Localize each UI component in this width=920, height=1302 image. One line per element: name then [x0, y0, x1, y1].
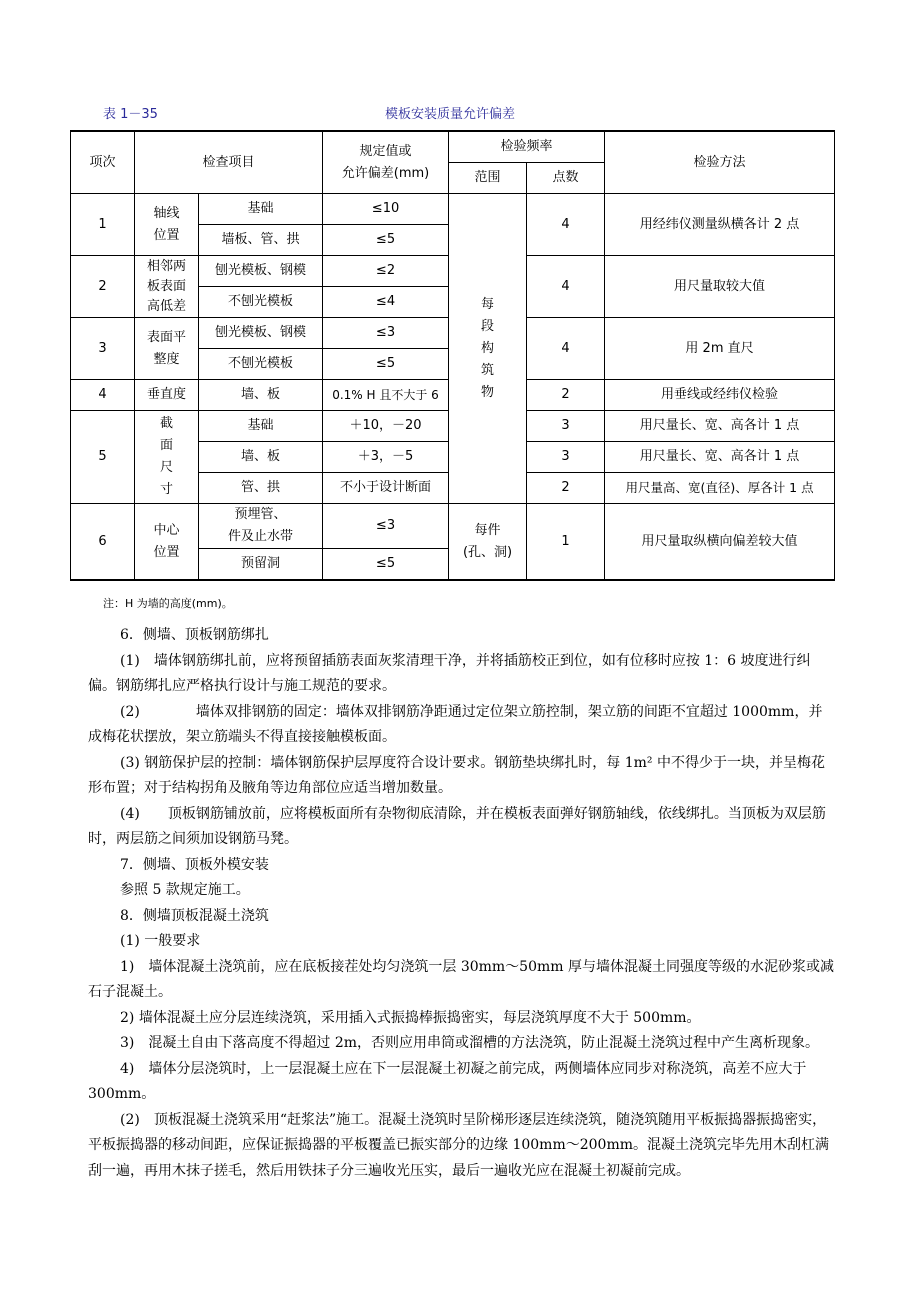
row-pts: 4 [527, 194, 605, 256]
row-no: 1 [71, 194, 135, 256]
row-sub: 墙、板 [199, 380, 323, 411]
paragraph: 6．侧墙、顶板钢筋绑扎 [120, 627, 269, 643]
row-group [135, 194, 199, 256]
row-pts: 2 [527, 380, 605, 411]
paragraph: 参照 5 款规定施工。 [120, 882, 250, 898]
paragraph: 4) 墙体分层浇筑时，上一层混凝土应在下一层混凝土初凝之前完成，两侧墙体应同步对称浇筑，高差不应大于 300mm。 [88, 1060, 807, 1102]
header-method: 检验方法 [605, 131, 835, 194]
row-method: 用尺量高、宽(直径)、厚各计 1 点 [605, 473, 835, 504]
group-line: 轴线 [153, 205, 180, 221]
row-sub: 预留洞 [199, 549, 323, 581]
header-tolerance-line1: 规定值或 [359, 143, 412, 159]
row-sub [199, 504, 323, 549]
group-line: 相邻两 [146, 258, 186, 274]
row-range [449, 504, 527, 581]
row-method: 用尺量取纵横向偏差较大值 [605, 504, 835, 581]
paragraph: 8．侧墙顶板混凝土浇筑 [120, 907, 269, 924]
row-tol: 0.1% H 且不大于 6 [323, 380, 449, 411]
row-method: 用 2m 直尺 [605, 318, 835, 380]
row-sub: 不刨光模板 [199, 287, 323, 318]
header-range: 范围 [449, 163, 527, 194]
row-sub: 刨光模板、钢模 [199, 318, 323, 349]
row-sub: 基础 [199, 411, 323, 442]
paragraph: 2) 墙体混凝土应分层连续浇筑，采用插入式振捣棒振捣密实，每层浇筑厚度不大于 500mm。 [120, 1009, 701, 1026]
range-char: 构 [481, 340, 495, 356]
header-item-no: 项次 [71, 131, 135, 194]
body-text [88, 623, 834, 1184]
paragraph: (2) 墙体双排钢筋的固定：墙体双排钢筋净距通过定位架立筋控制，架立筋的间距不宜超过 1000mm，并成梅花状摆放，架立筋端头不得直接接触模板面。 [88, 703, 823, 745]
row-tol: ≤3 [323, 318, 449, 349]
range-char: 筑 [481, 362, 495, 378]
row-method: 用尺量长、宽、高各计 1 点 [605, 442, 835, 473]
paragraph: (1) 一般要求 [120, 933, 201, 949]
row-tol: ≤3 [323, 504, 449, 549]
row-group [135, 256, 199, 318]
row-tol: ≤10 [323, 194, 449, 225]
header-points: 点数 [527, 163, 605, 194]
table-number: 表 1－35 [103, 107, 158, 122]
header-frequency: 检验频率 [449, 131, 605, 163]
group-line: 尺 [159, 460, 173, 475]
row-no: 6 [71, 504, 135, 581]
paragraph: (4) 顶板钢筋铺放前，应将模板面所有杂物彻底清除，并在模板表面弹好钢筋轴线，依线绑扎。当顶板为双层筋时，两层筋之间须加设钢筋马凳。 [88, 805, 826, 847]
range-char: 段 [481, 318, 495, 334]
header-tolerance [323, 131, 449, 194]
paragraph: (2) 顶板混凝土浇筑采用“赶浆法”施工。混凝土浇筑时呈阶梯形逐层连续浇筑，随浇筑随用平板振捣器振捣密实，平板振捣器的移动间距，应保证振捣器的平板覆盖已振实部分的边缘 100mm～200mm。混凝土浇筑完毕先用木刮杠满刮一遍，再用木抹子搓毛，然后用铁抹子分三遍收光压实，最后一遍收光应在混凝土初凝前完成。 [88, 1111, 829, 1179]
row-pts: 1 [527, 504, 605, 581]
row-tol: 不小于设计断面 [323, 473, 449, 504]
row-sub: 墙、板 [199, 442, 323, 473]
group-line: 整度 [153, 351, 180, 367]
row-no: 3 [71, 318, 135, 380]
table-title: 模板安装质量允许偏差 [385, 107, 516, 122]
row-tol: ≤5 [323, 225, 449, 256]
row-group [135, 318, 199, 380]
group-line: 位置 [153, 544, 180, 560]
row-tol: ＋3，－5 [323, 442, 449, 473]
row-no: 4 [71, 380, 135, 411]
row-pts: 2 [527, 473, 605, 504]
group-line: 高低差 [146, 298, 186, 314]
row-tol: ≤5 [323, 349, 449, 380]
range-char: 每 [481, 296, 495, 312]
table-row [71, 504, 835, 549]
row-tol: ≤5 [323, 549, 449, 581]
paragraph: (1) 墙体钢筋绑扎前，应将预留插筋表面灰浆清理干净，并将插筋校正到位，如有位移时应按 1：6 坡度进行纠偏。钢筋绑扎应严格执行设计与施工规范的要求。 [88, 652, 811, 694]
row-group [135, 504, 199, 581]
group-line: 位置 [153, 227, 180, 243]
range-merged [449, 194, 527, 504]
paragraph: (3) 钢筋保护层的控制：墙体钢筋保护层厚度符合设计要求。钢筋垫块绑扎时，每 1m² 中不得少于一块，并呈梅花形布置；对于结构拐角及腋角等边角部位应适当增加数量。 [88, 754, 825, 796]
group-line: 截 [159, 416, 173, 431]
paragraph: 1) 墙体混凝土浇筑前，应在底板接茬处均匀浇筑一层 30mm～50mm 厚与墙体混凝土同强度等级的水泥砂浆或减石子混凝土。 [88, 958, 834, 1000]
sub-line: 件及止水带 [228, 529, 294, 544]
range-char: 物 [481, 384, 495, 400]
group-line: 表面平 [146, 329, 186, 345]
row-sub: 基础 [199, 194, 323, 225]
group-line: 面 [159, 438, 173, 453]
row-method: 用垂线或经纬仪检验 [605, 380, 835, 411]
row-pts: 4 [527, 318, 605, 380]
row-group: 垂直度 [135, 380, 199, 411]
row-tol: ≤4 [323, 287, 449, 318]
group-line: 寸 [159, 482, 173, 497]
row-no: 5 [71, 411, 135, 504]
row-sub: 不刨光模板 [199, 349, 323, 380]
paragraph: 7．侧墙、顶板外模安装 [120, 856, 269, 873]
row-pts: 4 [527, 256, 605, 318]
row-group [135, 411, 199, 504]
group-line: 板表面 [146, 278, 186, 294]
row-no: 2 [71, 256, 135, 318]
row-method: 用尺量长、宽、高各计 1 点 [605, 411, 835, 442]
row-tol: ＋10，－20 [323, 411, 449, 442]
sub-line: 预埋管、 [234, 507, 287, 522]
header-check-item: 检查项目 [135, 131, 323, 194]
paragraph: 3) 混凝土自由下落高度不得超过 2m，否则应用串筒或溜槽的方法浇筑，防止混凝土浇筑过程中产生离析现象。 [120, 1035, 819, 1051]
row-sub: 管、拱 [199, 473, 323, 504]
row-method: 用尺量取较大值 [605, 256, 835, 318]
range-line: (孔、洞) [462, 544, 513, 560]
group-line: 中心 [153, 522, 180, 538]
row-sub: 刨光模板、钢模 [199, 256, 323, 287]
table-row [71, 194, 835, 225]
header-tolerance-line2: 允许偏差(mm) [341, 165, 430, 181]
row-method: 用经纬仪测量纵横各计 2 点 [605, 194, 835, 256]
row-sub: 墙板、管、拱 [199, 225, 323, 256]
table-caption [103, 103, 833, 123]
tolerance-table [70, 130, 835, 581]
table-note: 注：H 为墙的高度(mm)。 [103, 597, 233, 610]
range-line: 每件 [474, 522, 501, 538]
row-tol: ≤2 [323, 256, 449, 287]
row-pts: 3 [527, 411, 605, 442]
row-pts: 3 [527, 442, 605, 473]
